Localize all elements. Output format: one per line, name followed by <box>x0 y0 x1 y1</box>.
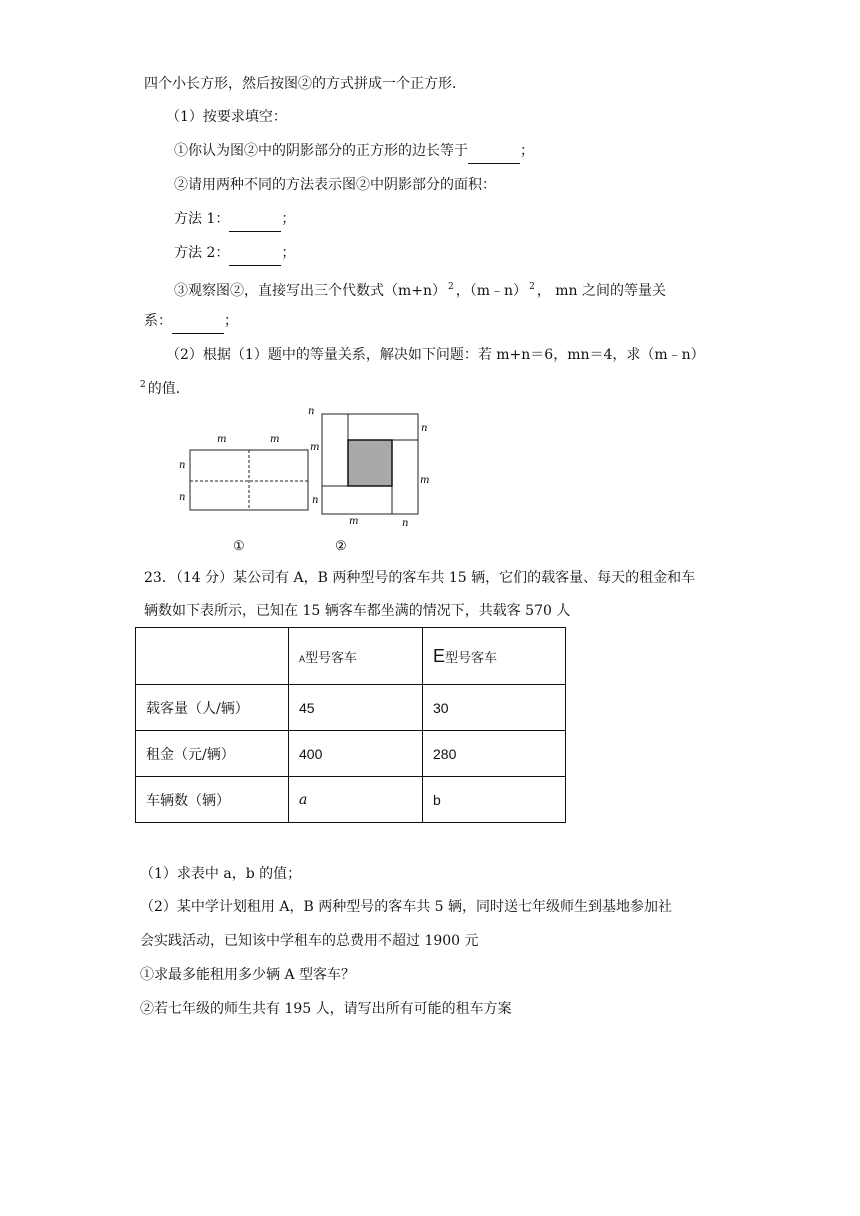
question-23-line-1: 23．（14 分）某公司有 A，B 两种型号的客车共 15 辆，它们的载客量、每天的租金和车 <box>144 570 696 586</box>
figures <box>170 400 440 560</box>
cell-type-a: 400 <box>289 731 423 777</box>
figure-2-label-m-left: m <box>310 442 320 453</box>
part2-cont-text: 的值． <box>147 381 190 397</box>
row-label: 车辆数（辆） <box>136 777 289 823</box>
table-header-empty <box>136 628 289 685</box>
cell-type-b: b <box>423 777 566 823</box>
answer-blank-3[interactable] <box>172 313 224 334</box>
figure-1-label-n-bottom: n <box>179 492 186 503</box>
question-23-line-2: 辆数如下表所示，已知在 15 辆客车都坐满的情况下，共载客 570 人 <box>144 603 571 619</box>
method-1-label: 方法 1： <box>174 211 230 227</box>
superscript-2: 2 <box>448 282 454 292</box>
figure-2-label-m-right: m <box>420 475 430 486</box>
question-1-text: ①你认为图②中的阴影部分的正方形的边长等于 <box>174 143 468 159</box>
table-row <box>136 685 566 731</box>
method-2-end: ； <box>281 245 296 261</box>
subquestion-1: （1）求表中 a，b 的值； <box>140 866 302 882</box>
table-row <box>136 777 566 823</box>
intro-text: 四个小长方形，然后按图②的方式拼成一个正方形． <box>144 76 466 92</box>
row-label: 载客量（人/辆） <box>136 685 289 731</box>
subquestion-2-item-1: ①求最多能租用多少辆 A 型客车？ <box>140 967 356 983</box>
figure-2-label-n-left: n <box>312 495 319 506</box>
figure-2-label-m-bottom: m <box>349 516 359 527</box>
type-a-label: 型号客车 <box>305 650 358 666</box>
table-row <box>136 731 566 777</box>
question-3-prefix: ③观察图②，直接写出三个代数式（m+n） <box>174 283 447 299</box>
table-header-type-b <box>423 628 566 685</box>
figure-1-label-m-left: m <box>217 434 227 445</box>
figure-1-label-m-right: m <box>270 434 280 445</box>
part2-continued <box>140 375 190 399</box>
figure-2-label-n-right: n <box>421 423 428 434</box>
method-1 <box>174 209 295 232</box>
question-3 <box>174 277 666 301</box>
table-header-type-a <box>289 628 423 685</box>
question-3-sep: ，（m﹣n） <box>455 283 528 299</box>
type-a-prefix: A <box>299 653 306 664</box>
figures-svg <box>170 400 440 560</box>
bus-table <box>135 627 566 823</box>
question-3-end: ； <box>224 313 238 329</box>
question-1 <box>174 141 534 164</box>
answer-blank-1[interactable] <box>468 143 520 164</box>
figure-2-caption: ② <box>335 539 347 554</box>
figure-1-caption: ① <box>233 539 245 554</box>
figure-2-label-n-bottom: n <box>402 518 409 529</box>
question-3-suffix: ， mn 之间的等量关 <box>536 283 666 299</box>
cell-type-a: a <box>289 777 423 823</box>
type-b-prefix: E <box>433 645 446 666</box>
superscript-2: 2 <box>529 282 535 292</box>
figure-2-label-n-top-left: n <box>308 406 315 417</box>
cell-type-b: 280 <box>423 731 566 777</box>
cell-type-b: 30 <box>423 685 566 731</box>
method-2-label: 方法 2： <box>174 245 230 261</box>
type-b-label: 型号客车 <box>445 650 498 666</box>
cell-type-a: 45 <box>289 685 423 731</box>
method-2-blank[interactable] <box>229 245 281 266</box>
method-1-end: ； <box>281 211 296 227</box>
question-2: ②请用两种不同的方法表示图②中阴影部分的面积： <box>174 177 496 193</box>
question-3-continued <box>144 311 238 334</box>
subquestion-2-line-2: 会实践活动，已知该中学租车的总费用不超过 1900 元 <box>140 933 479 949</box>
question-3-cont-label: 系： <box>144 313 172 329</box>
table-header-row <box>136 628 566 685</box>
subquestion-2-item-2: ②若七年级的师生共有 195 人，请写出所有可能的租车方案 <box>140 1001 512 1017</box>
part2-text: （2）根据（1）题中的等量关系，解决如下问题：若 m+n＝6，mn＝4，求（m﹣n） <box>166 347 705 363</box>
question-1-end: ； <box>520 143 534 159</box>
figure-1-label-n-top: n <box>179 460 186 471</box>
figure-2-shaded-square <box>348 440 392 486</box>
part1-heading: （1）按要求填空： <box>166 109 287 125</box>
superscript-2: 2 <box>140 380 146 390</box>
method-2 <box>174 243 295 266</box>
method-1-blank[interactable] <box>229 211 281 232</box>
subquestion-2-line-1: （2）某中学计划租用 A，B 两种型号的客车共 5 辆，同时送七年级师生到基地参加社 <box>140 899 673 915</box>
row-label: 租金（元/辆） <box>136 731 289 777</box>
